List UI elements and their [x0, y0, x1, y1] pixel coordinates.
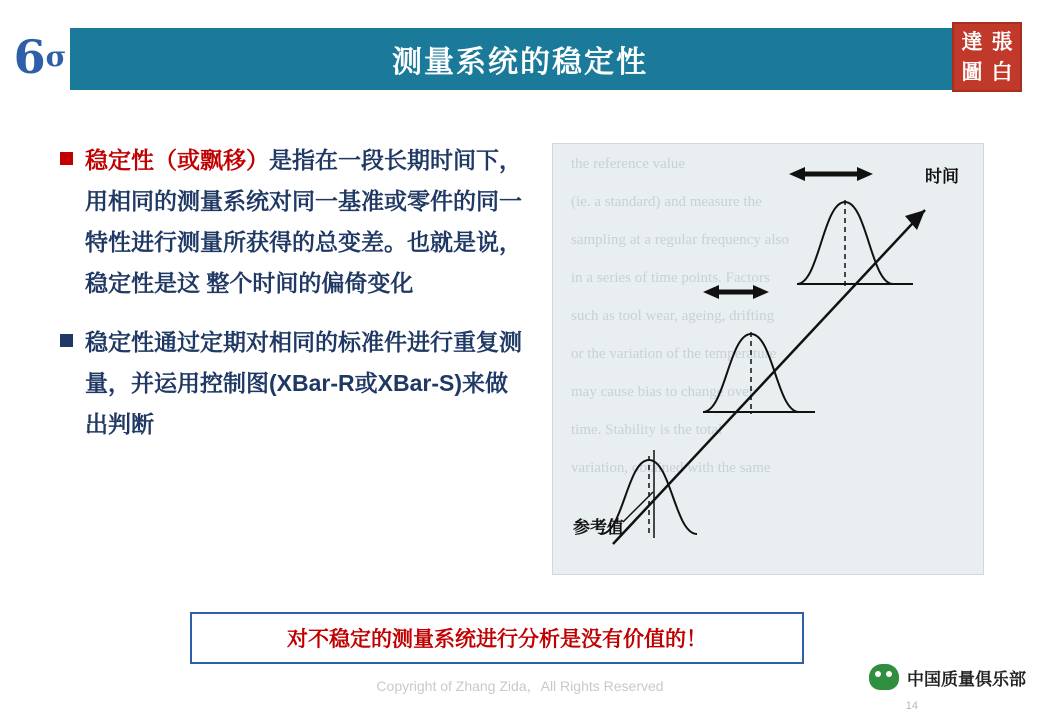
bullet-list — [60, 140, 530, 463]
wechat-account — [869, 664, 1026, 690]
bullet-text-1 — [85, 140, 530, 304]
figure-reference-label: 参考值 — [573, 518, 624, 537]
ghost-line-3: sampling at a regular frequency also — [571, 232, 789, 248]
author-seal — [952, 22, 1022, 92]
ghost-line-8: time. Stability is the total — [571, 422, 723, 438]
logo-number: 6 — [13, 30, 46, 84]
six-sigma-logo — [8, 22, 72, 92]
figure-time-label: 时间 — [925, 167, 959, 186]
ghost-line-5: such as tool wear, ageing, drifting — [571, 308, 775, 324]
callout-text: 对不稳定的测量系统进行分析是没有价值的！ — [287, 628, 707, 651]
callout-box — [190, 612, 804, 664]
seal-char-3: 圖 — [961, 59, 983, 84]
ghost-line-1: the reference value — [571, 156, 686, 172]
ghost-line-4: in a series of time points. Factors — [571, 270, 770, 286]
copyright-notice: Copyright of Zhang Zida，All Rights Reserved — [376, 678, 664, 694]
logo-sigma-symbol: σ — [45, 40, 67, 73]
stability-diagram — [552, 143, 984, 575]
bullet-body-1: 是指在一段长期时间下，用相同的测量系统对同一基准或零件的同一特性进行测量所获得的总变差。也就是说，稳定性是这 整个时间的偏倚变化 — [85, 147, 522, 296]
slide-header-bar — [70, 28, 970, 90]
ghost-line-7: may cause bias to change over — [571, 384, 754, 400]
bullet-item-1 — [60, 140, 530, 304]
bullet-marker-icon — [60, 152, 73, 165]
bullet-marker-icon — [60, 334, 73, 347]
wechat-icon — [869, 664, 899, 690]
wechat-account-name: 中国质量俱乐部 — [907, 669, 1026, 689]
ghost-line-9: variation, obtained with the same — [571, 460, 771, 476]
seal-char-1: 達 — [961, 29, 983, 54]
page-title: 测量系统的稳定性 — [392, 46, 648, 79]
seal-char-4: 白 — [991, 59, 1013, 84]
ghost-line-2: (ie. a standard) and measure the — [571, 194, 762, 210]
bullet-text-2 — [85, 322, 530, 445]
stability-curves-svg — [553, 144, 984, 575]
seal-char-2: 張 — [991, 29, 1013, 54]
bullet-body-2: 稳定性通过定期对相同的标准件进行重复测量，并运用控制图(XBar-R或XBar-S)来做出判断 — [85, 329, 522, 437]
page-number: 14 — [905, 700, 918, 712]
bullet-item-2 — [60, 322, 530, 445]
ghost-line-6: or the variation of the temperature — [571, 346, 777, 362]
bullet-highlight-1: 稳定性（或飘移） — [85, 147, 269, 173]
